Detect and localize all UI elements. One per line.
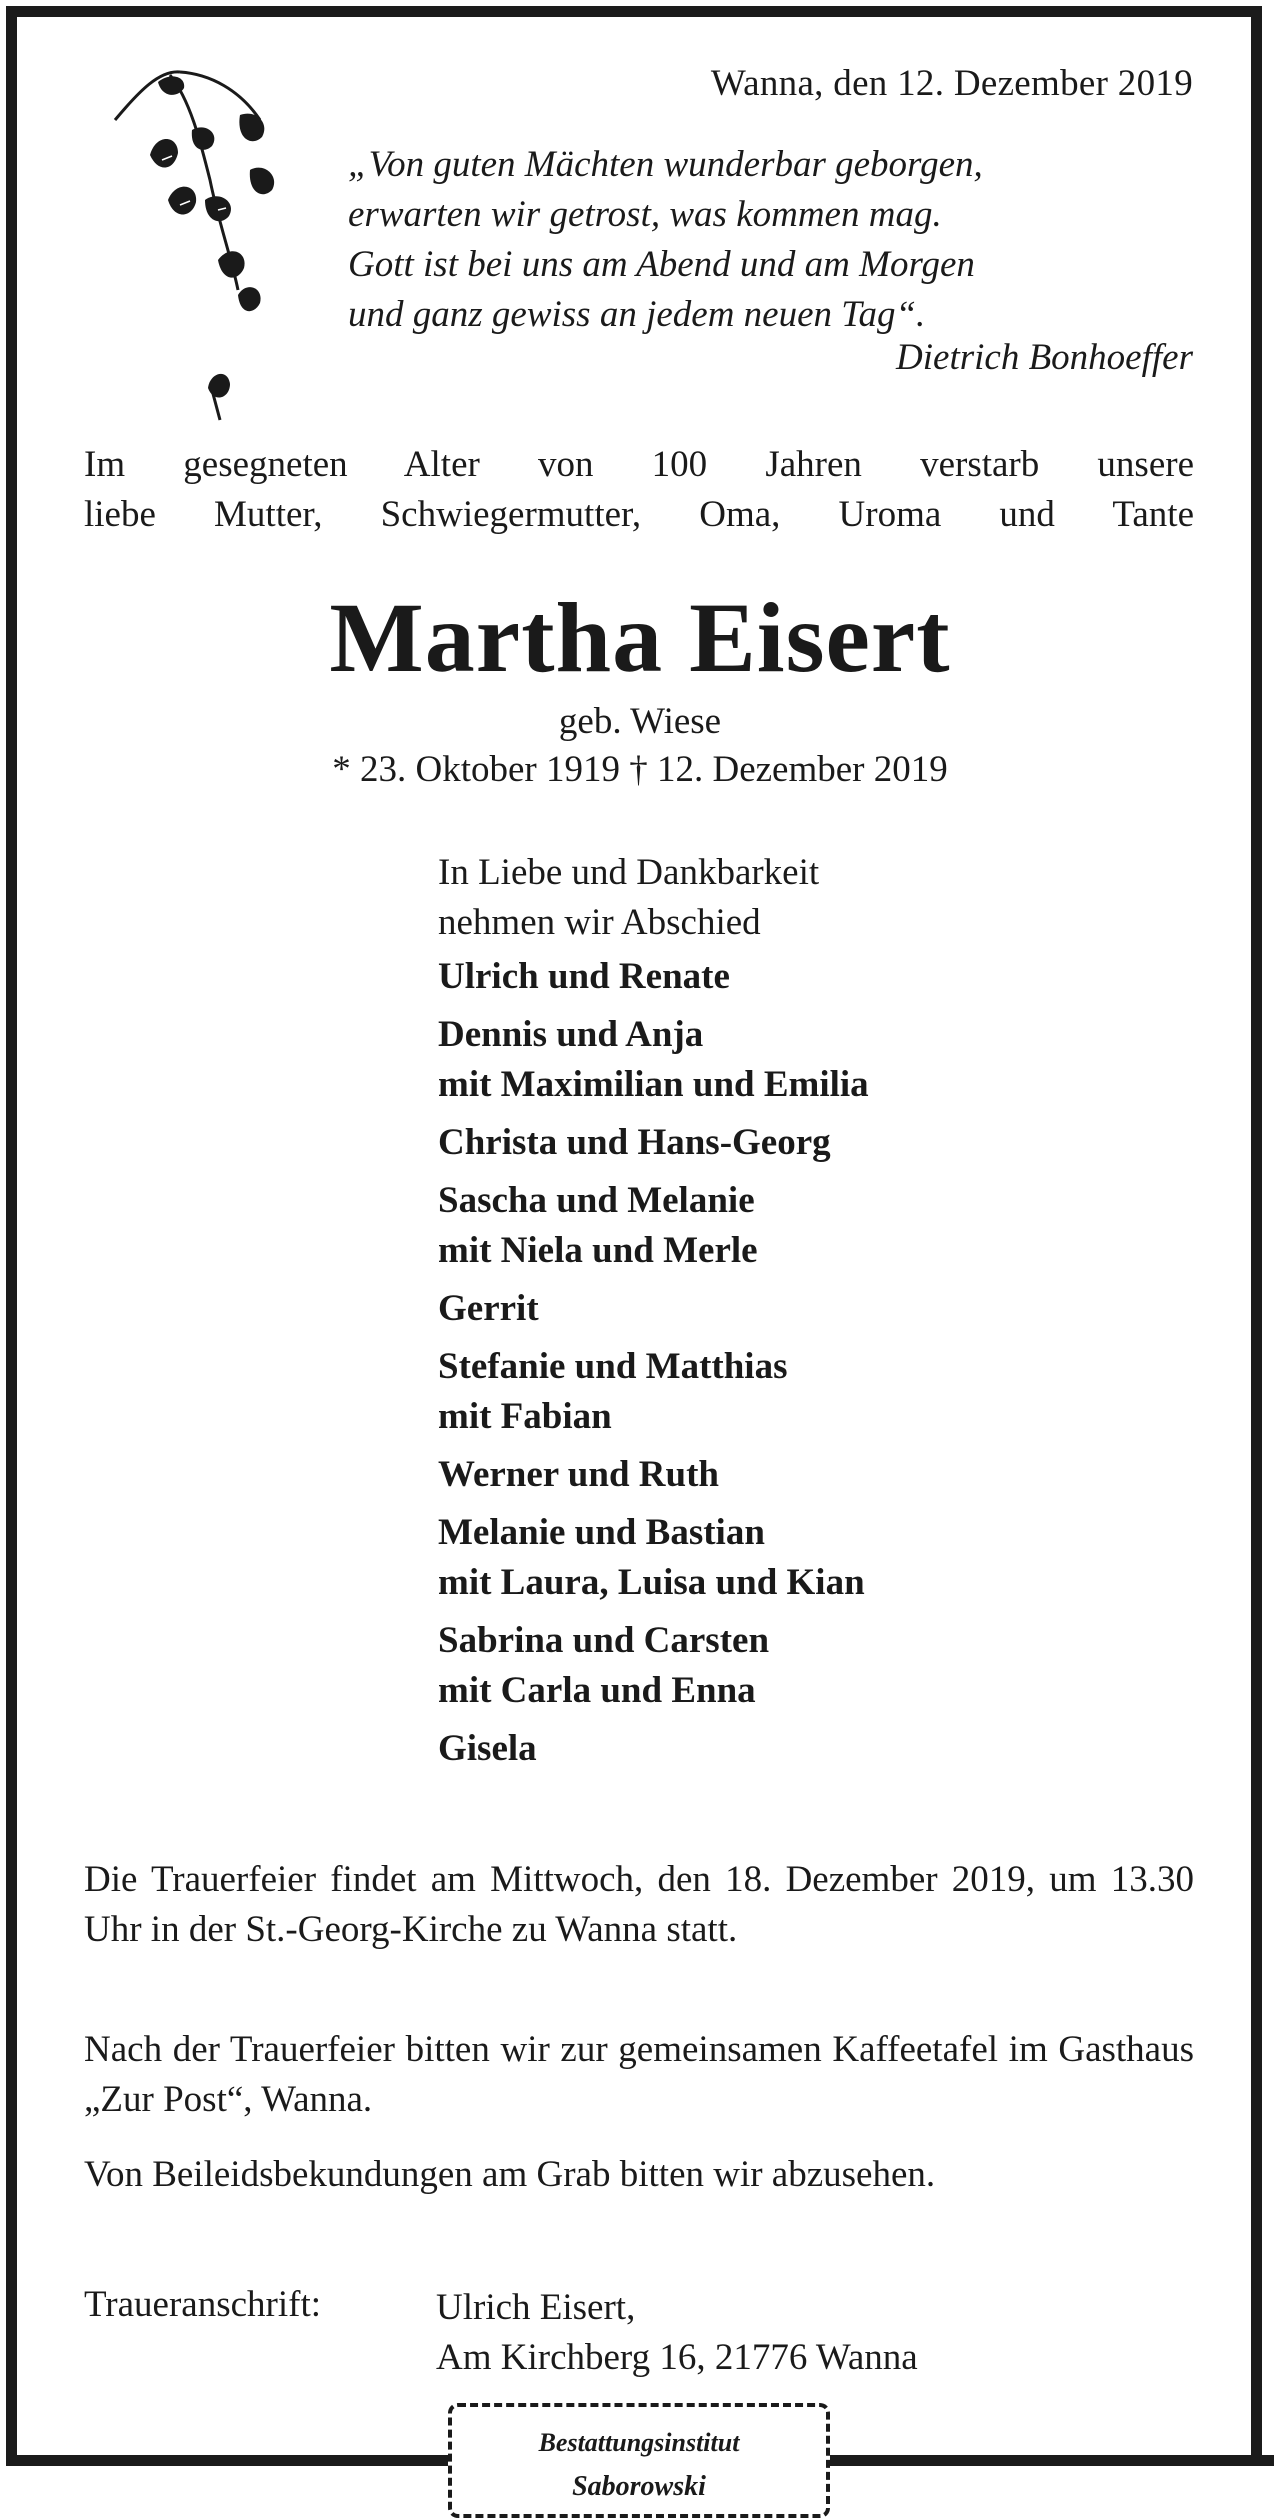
- address-line: Am Kirchberg 16, 21776 Wanna: [436, 2337, 918, 2378]
- farewell-line: nehmen wir Abschied: [438, 902, 761, 943]
- mourner-group: [438, 1176, 1218, 1276]
- mourners-list: [438, 952, 1218, 1782]
- quote-line: erwarten wir getrost, was kommen mag.: [348, 194, 942, 235]
- intro-line: Im gesegneten Alter von 100 Jahren verstarb unsere: [84, 444, 1194, 485]
- mourner-group: [438, 952, 1218, 1002]
- mourner-group: [438, 1508, 1218, 1608]
- mourner-group: [438, 1284, 1218, 1334]
- quote-author: Dietrich Bonhoeffer: [896, 337, 1193, 378]
- quote-line: und ganz gewiss an jedem neuen Tag“.: [348, 294, 926, 335]
- svg-text:Saborowski: Saborowski: [572, 2471, 706, 2502]
- address-label: Traueranschrift:: [84, 2284, 322, 2325]
- mourner-line: mit Fabian: [438, 1396, 612, 1437]
- birth-name: geb. Wiese: [558, 701, 722, 742]
- mourner-line: mit Laura, Luisa und Kian: [438, 1562, 865, 1603]
- leaf-branch-icon: [110, 60, 290, 440]
- mourner-line: Christa und Hans-Georg: [438, 1122, 831, 1163]
- mourner-line: Werner und Ruth: [438, 1454, 719, 1495]
- funeral-info: Die Trauerfeier findet am Mittwoch, den 18. Dezember 2019, um 13.30 Uhr in der St.-Georg-Kirche zu Wanna statt.: [84, 1859, 1194, 1950]
- funeral-home-stamp: [448, 2403, 830, 2518]
- mourner-line: Sabrina und Carsten: [438, 1620, 770, 1661]
- mourner-line: mit Maximilian und Emilia: [438, 1064, 869, 1105]
- coffee-info: Nach der Trauerfeier bitten wir zur gemeinsamen Kaffeetafel im Gasthaus „Zur Post“, Wanna.: [84, 2029, 1194, 2120]
- mourner-line: Melanie und Bastian: [438, 1512, 765, 1553]
- mourner-group: [438, 1724, 1218, 1774]
- intro-text: [84, 440, 1194, 540]
- funeral-home-logo: [452, 2407, 826, 2514]
- mourner-line: Gisela: [438, 1728, 537, 1769]
- mourner-group: [438, 1450, 1218, 1500]
- deceased-name: Martha Eisert: [329, 582, 951, 693]
- mourner-line: Sascha und Melanie: [438, 1180, 755, 1221]
- farewell-line: In Liebe und Dankbarkeit: [438, 852, 820, 893]
- address-line: Ulrich Eisert,: [436, 2287, 636, 2328]
- mourner-line: Stefanie und Matthias: [438, 1346, 788, 1387]
- intro-line: liebe Mutter, Schwiegermutter, Oma, Uroma und Tante: [84, 494, 1194, 535]
- svg-text:Bestattungsinstitut: Bestattungsinstitut: [538, 2428, 740, 2457]
- mourning-address: [436, 2283, 918, 2383]
- bonhoeffer-quote: [348, 140, 1194, 340]
- mourner-line: Dennis und Anja: [438, 1014, 704, 1055]
- mourner-group: [438, 1118, 1218, 1168]
- life-dates: * 23. Oktober 1919 † 12. Dezember 2019: [332, 749, 948, 790]
- mourner-line: Ulrich und Renate: [438, 956, 730, 997]
- mourner-group: [438, 1342, 1218, 1442]
- condolence-info: Von Beileidsbekundungen am Grab bitten wir abzusehen.: [84, 2154, 936, 2195]
- quote-line: Gott ist bei uns am Abend und am Morgen: [348, 244, 975, 285]
- mourner-line: mit Carla und Enna: [438, 1670, 756, 1711]
- dateline: Wanna, den 12. Dezember 2019: [710, 63, 1193, 104]
- farewell-text: [438, 848, 819, 948]
- mourner-group: [438, 1616, 1218, 1716]
- quote-line: „Von guten Mächten wunderbar geborgen,: [348, 144, 983, 185]
- mourner-line: Gerrit: [438, 1288, 539, 1329]
- mourner-group: [438, 1010, 1218, 1110]
- mourner-line: mit Niela und Merle: [438, 1230, 758, 1271]
